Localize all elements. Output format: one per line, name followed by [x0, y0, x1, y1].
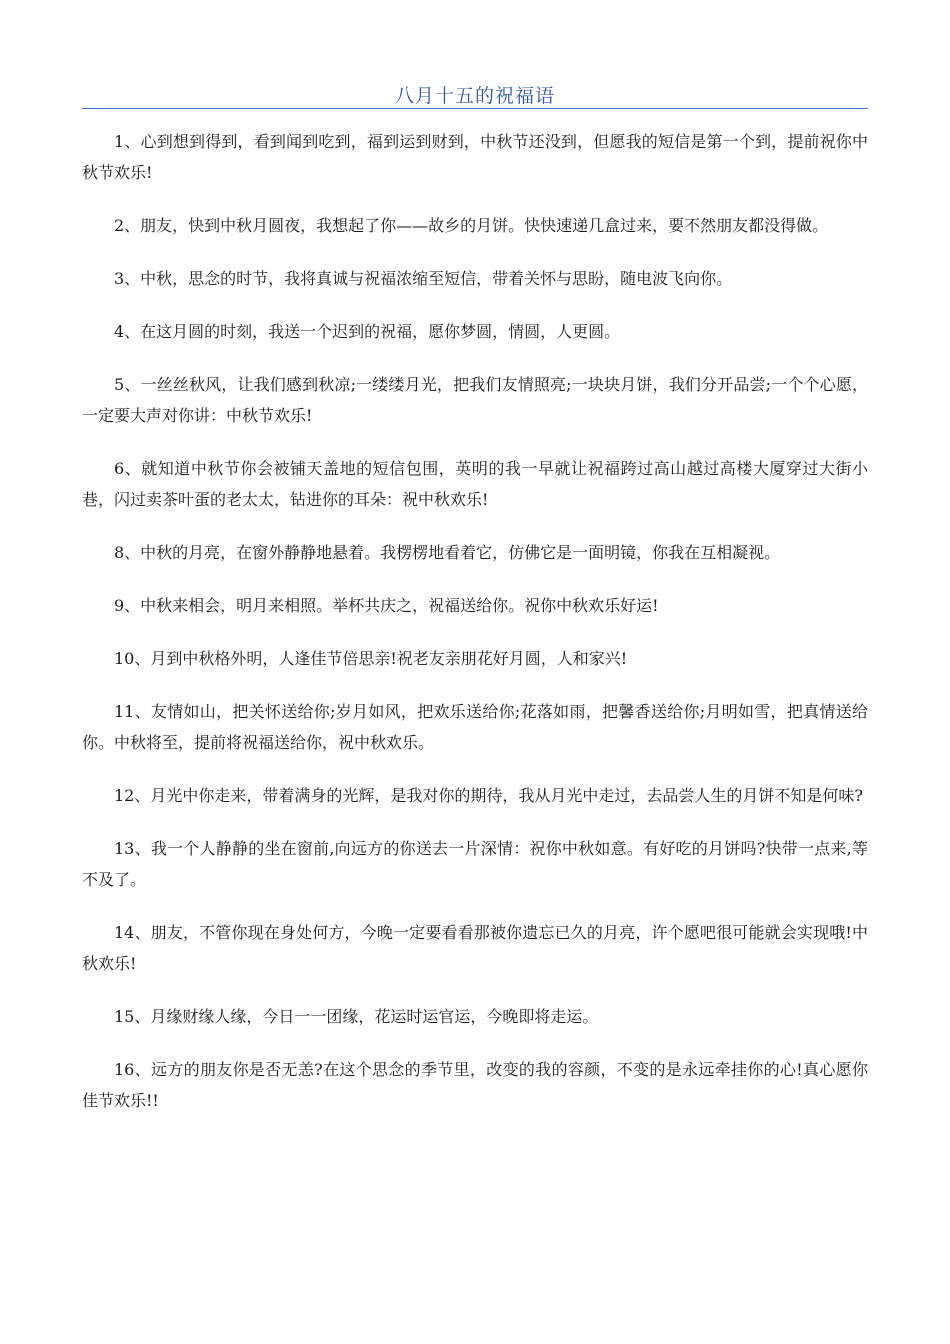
paragraph: 3、中秋，思念的时节，我将真诚与祝福浓缩至短信，带着关怀与思盼，随电波飞向你。 — [114, 269, 733, 288]
paragraph: 2、朋友，快到中秋月圆夜，我想起了你——故乡的月饼。快快速递几盒过来，要不然朋友都没得做。 — [114, 216, 829, 235]
paragraph: 1、心到想到得到，看到闻到吃到，福到运到财到，中秋节还没到，但愿我的短信是第一个到，提前祝你中秋节欢乐! — [82, 132, 868, 182]
paragraph: 8、中秋的月亮，在窗外静静地悬着。我楞楞地看着它，仿佛它是一面明镜，你我在互相凝视。 — [114, 543, 781, 562]
paragraph: 9、中秋来相会，明月来相照。举杯共庆之，祝福送给你。祝你中秋欢乐好运! — [114, 596, 659, 615]
paragraph: 4、在这月圆的时刻，我送一个迟到的祝福，愿你梦圆，情圆，人更圆。 — [114, 322, 621, 341]
paragraph: 12、月光中你走来，带着满身的光辉，是我对你的期待，我从月光中走过，去品尝人生的月饼不知是何味? — [114, 786, 863, 805]
paragraph: 16、远方的朋友你是否无恙?在这个思念的季节里，改变的我的容颜，不变的是永远牵挂你的心!真心愿你佳节欢乐!! — [82, 1060, 868, 1110]
paragraph: 14、朋友，不管你现在身处何方，今晚一定要看看那被你遗忘已久的月亮，许个愿吧很可能就会实现哦!中秋欢乐! — [82, 923, 868, 973]
paragraph: 11、友情如山，把关怀送给你;岁月如风，把欢乐送给你;花落如雨，把馨香送给你;月明如雪，把真情送给你。中秋将至，提前将祝福送给你，祝中秋欢乐。 — [82, 702, 868, 752]
paragraph: 6、就知道中秋节你会被铺天盖地的短信包围，英明的我一早就让祝福跨过高山越过高楼大厦穿过大街小巷，闪过卖茶叶蛋的老太太，钻进你的耳朵：祝中秋欢乐! — [82, 459, 868, 509]
paragraph: 13、我一个人静静的坐在窗前,向远方的你送去一片深情：祝你中秋如意。有好吃的月饼吗?快带一点来,等不及了。 — [82, 839, 868, 889]
paragraph: 5、一丝丝秋风，让我们感到秋凉;一缕缕月光，把我们友情照亮;一块块月饼，我们分开品尝;一个个心愿，一定要大声对你讲：中秋节欢乐! — [82, 375, 868, 425]
title-underline — [82, 108, 868, 109]
paragraph: 10、月到中秋格外明，人逢佳节倍思亲!祝老友亲朋花好月圆，人和家兴! — [114, 649, 628, 668]
document-title: 八月十五的祝福语 — [394, 85, 555, 107]
paragraph: 15、月缘财缘人缘，今日一一团缘，花运时运官运，今晚即将走运。 — [114, 1007, 599, 1026]
document-body — [82, 126, 868, 1138]
